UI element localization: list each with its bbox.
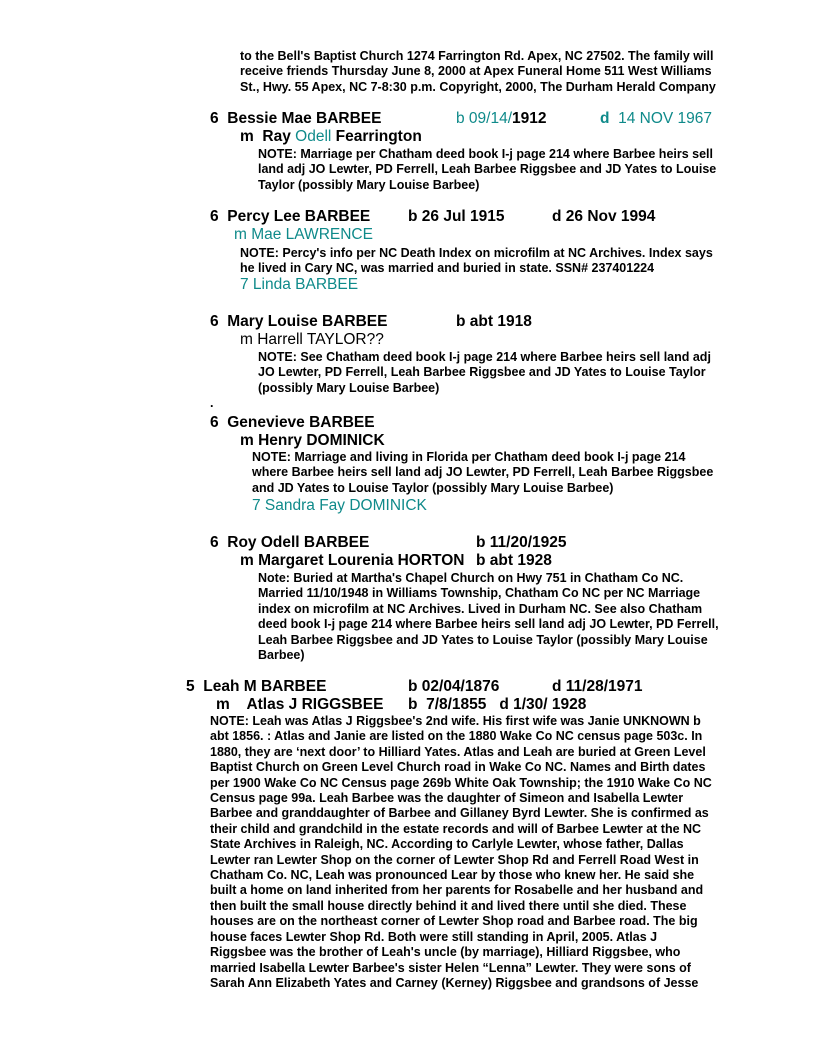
leah-header: [186, 678, 326, 696]
roy-generation: 6: [210, 534, 219, 551]
mary-name: Mary Louise BARBEE: [227, 313, 388, 330]
percy-header: [210, 208, 370, 226]
mary-generation: 6: [210, 313, 219, 330]
note-line: where Barbee heirs sell land adj JO Lewter, PD Ferrell, Leah Barbee Riggsbee: [252, 465, 714, 480]
bessie-name: Bessie Mae BARBEE: [227, 110, 382, 127]
roy-header: [210, 534, 369, 552]
note-line: index on microfilm at NC Archives. Lived in Durham NC. See also Chatham: [258, 601, 703, 616]
note-line: house faces Lewter Shop Rd. Both were still standing in April, 2005. Atlas J: [210, 929, 658, 944]
note-line: deed book I-j page 214 where Barbee heirs sell land adj JO Lewter, PD Ferrell,: [258, 617, 719, 632]
percy-spouse: m Mae LAWRENCE: [234, 226, 373, 243]
bessie-birth-prefix: b 09/14/: [456, 110, 513, 127]
leah-spouse-name: Atlas J RIGGSBEE: [246, 696, 384, 713]
percy-generation: 6: [210, 208, 219, 225]
percy-child: 7 Linda BARBEE: [240, 276, 359, 293]
note-line: NOTE: Marriage and living in Florida per Chatham deed book I-j page 214: [252, 450, 686, 464]
bessie-birth-year: 1912: [512, 110, 547, 127]
note-line: abt 1856. : Atlas and Janie are listed on the 1880 Wake Co NC census page 503c. In: [210, 729, 703, 744]
intro-paragraph: [240, 49, 716, 95]
note-line: Census page 99a. Leah Barbee was the daughter of Simeon and Isabella Lewter: [210, 791, 684, 806]
note-line: Baptist Church on Green Level Church road in Wake Co NC. Names and Birth dates: [210, 760, 706, 775]
note-line: NOTE: Marriage per Chatham deed book I-j page 214 where Barbee heirs sell: [258, 147, 714, 161]
note-line: Taylor (possibly Mary Louise Barbee): [258, 177, 480, 192]
bessie-spouse-last: Fearrington: [335, 128, 422, 145]
leah-spouse-dates: b 7/8/1855 d 1/30/ 1928: [408, 696, 587, 713]
separator-dot: .: [210, 396, 214, 410]
bessie-spouse-first: Ray: [262, 128, 291, 145]
percy-birth: b 26 Jul 1915: [408, 208, 505, 225]
leah-birth: b 02/04/1876: [408, 678, 500, 695]
mary-birth: b abt 1918: [456, 313, 532, 330]
bessie-death-label: d: [600, 110, 610, 127]
roy-spouse: m Margaret Lourenia HORTON: [240, 552, 465, 569]
note-line: Lewter ran Lewter Shop on the corner of Lewter Shop Rd and Ferrell Road West in: [210, 852, 699, 867]
bessie-note: [258, 147, 716, 193]
percy-note: [240, 246, 713, 277]
note-line: Note: Buried at Martha's Chapel Church on Hwy 751 in Chatham Co NC.: [258, 571, 684, 585]
note-line: Chatham Co. NC, Leah was pronounced Lear by those who knew her. He said she: [210, 868, 695, 883]
note-line: Riggsbee was the brother of Leah's uncle (by marriage), Hilliard Riggsbee, who: [210, 945, 681, 960]
percy-death: d 26 Nov 1994: [552, 208, 656, 225]
bessie-spouse-middle: Odell: [295, 128, 332, 145]
percy-name: Percy Lee BARBEE: [227, 208, 371, 225]
note-line: houses are on the northeast corner of Lewter Shop road and Barbee road. The big: [210, 914, 698, 929]
bessie-header: [210, 110, 381, 128]
bessie-death-date: 14 NOV 1967: [618, 110, 713, 127]
roy-note: [258, 571, 719, 663]
note-line: per 1900 Wake Co NC Census page 269b White Oak Township; the 1910 Wake Co NC: [210, 775, 712, 790]
genevieve-name: Genevieve BARBEE: [227, 414, 375, 431]
leah-death: d 11/28/1971: [552, 678, 643, 695]
note-line: land adj JO Lewter, PD Ferrell, Leah Barbee Riggsbee and JD Yates to Louise: [258, 162, 717, 177]
bessie-spouse: [240, 128, 422, 146]
note-line: 1880, they are ‘next door’ to Hilliard Yates. Atlas and Leah are buried at Green Level: [210, 744, 706, 759]
note-line: Barbee): [258, 648, 305, 663]
note-line: State Archives in Raleigh, NC. According to Carlyle Lewter, whose father, Dallas: [210, 837, 684, 852]
intro-line: receive friends Thursday June 8, 2000 at Apex Funeral Home 511 West Williams: [240, 64, 712, 79]
genevieve-spouse: m Henry DOMINICK: [240, 432, 385, 449]
genevieve-generation: 6: [210, 414, 219, 431]
note-line: Barbee and granddaughter of Barbee and Gillaney Byrd Lewter. She is confirmed as: [210, 806, 709, 821]
mary-spouse: m Harrell TAYLOR??: [240, 331, 384, 348]
genevieve-child: 7 Sandra Fay DOMINICK: [252, 497, 427, 514]
note-line: then built the small house directly behind it and lived there until she died. These: [210, 898, 687, 913]
note-line: Leah Barbee Riggsbee and JD Yates to Louise Taylor (possibly Mary Louise: [258, 632, 708, 647]
bessie-birth: [456, 110, 547, 128]
note-line: NOTE: Percy's info per NC Death Index on microfilm at NC Archives. Index says: [240, 246, 713, 260]
note-line: he lived in Cary NC, was married and buried in state. SSN# 237401224: [240, 261, 655, 276]
note-line: and JD Yates to Louise Taylor (possibly Mary Louise Barbee): [252, 480, 614, 495]
note-line: Sarah Ann Elizabeth Yates and Carney (Kerney) Riggsbee and grandsons of Jesse: [210, 975, 699, 990]
leah-spouse-marker: m: [216, 696, 230, 713]
note-line: (possibly Mary Louise Barbee): [258, 380, 440, 395]
mary-note: [258, 350, 711, 396]
bessie-spouse-marker: m: [240, 128, 254, 145]
bessie-generation: 6: [210, 110, 219, 127]
note-line: JO Lewter, PD Ferrell, Leah Barbee Riggsbee and JD Yates to Louise Taylor: [258, 365, 706, 380]
genevieve-note: [252, 450, 713, 496]
intro-line: to the Bell's Baptist Church 1274 Farrington Rd. Apex, NC 27502. The family will: [240, 49, 714, 63]
note-line: NOTE: See Chatham deed book I-j page 214 where Barbee heirs sell land adj: [258, 350, 711, 364]
leah-generation: 5: [186, 678, 195, 695]
roy-birth: b 11/20/1925: [476, 534, 567, 551]
leah-name: Leah M BARBEE: [203, 678, 327, 695]
note-line: NOTE: Leah was Atlas J Riggsbee's 2nd wife. His first wife was Janie UNKNOWN b: [210, 714, 701, 728]
leah-note: [210, 714, 712, 991]
note-line: their child and grandchild in the estate records and will of Barbee Lewter at the NC: [210, 821, 702, 836]
mary-header: [210, 313, 387, 331]
roy-spouse-birth: b abt 1928: [476, 552, 552, 569]
note-line: married Isabella Lewter Barbee's sister Helen “Lenna” Lewter. They were sons of: [210, 960, 691, 975]
genevieve-header: [210, 414, 375, 432]
note-line: Married 11/10/1948 in Williams Township, Chatham Co NC per NC Marriage: [258, 586, 701, 601]
note-line: built a home on land inherited from her parents for Rosabelle and her husband and: [210, 883, 704, 898]
bessie-death: [600, 110, 712, 128]
roy-name: Roy Odell BARBEE: [227, 534, 370, 551]
leah-spouse: [216, 696, 383, 714]
intro-line: St., Hwy. 55 Apex, NC 7-8:30 p.m. Copyright, 2000, The Durham Herald Company: [240, 79, 716, 94]
